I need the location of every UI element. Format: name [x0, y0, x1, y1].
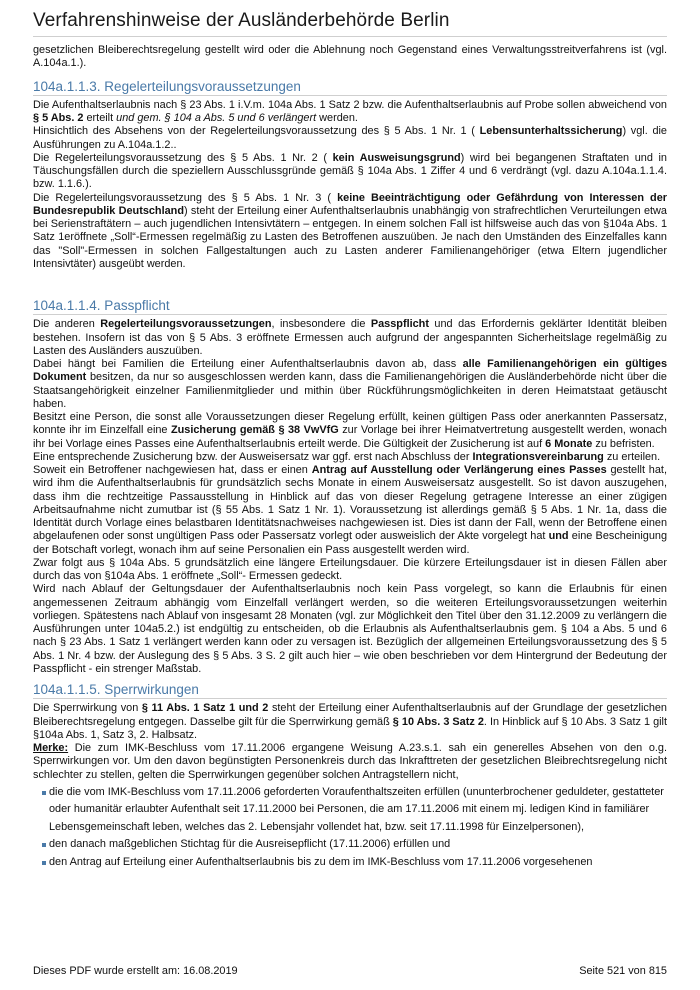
paragraph: Hinsichtlich des Absehens von der Regelerteilungsvoraussetzung des § 5 Abs. 1 Nr. 1 ( Lebensunterhaltssicherung) vgl. die Ausführungen zu A.104a.1.2..: [33, 125, 667, 151]
list-item: die die vom IMK-Beschluss vom 17.11.2006 geforderten Voraufenthaltszeiten erfüllen (ununterbrochener geduldeter, gestatteter oder humanitär erlaubter Aufenthalt seit 17.11.2000 bei Personen, die am 17.11.2006 mit einem mj. ledigen Kind in familiärer Lebensgemeinschaft leben, welches das 2. Lebensjahr vollendet hat, bzw. seit 17.11.1998 für Einzelpersonen),: [43, 784, 667, 837]
page-number: Seite 521 von 815: [579, 965, 667, 977]
creation-date: Dieses PDF wurde erstellt am: 16.08.2019: [33, 965, 238, 977]
paragraph: Die Regelerteilungsvoraussetzung des § 5 Abs. 1 Nr. 3 ( keine Beeinträchtigung oder Gefährdung von Interessen der Bundesrepublik Deutschland) steht der Erteilung einer Aufenthaltserlaubnis unabhängig von strafrechtlichen Verurteilungen etwa bei Serienstraftätern – auch jugendlichen Intensivtätern – entgegen. In einem solchen Fall ist hilfsweise auch das von §104a Abs. 1 Satz 1eröffnete „Soll“-Ermessen regelmäßig zu Lasten des Betroffenen auszuüben. Je nach den Umständen des Einzelfalles kann das "Soll"-Ermessen in solchen Fallgestaltungen auch zu Lasten anderer Familienangehöriger (etwa Eltern jugendlicher Intensivtäter) ausgeübt werden.: [33, 191, 667, 270]
paragraph: Die anderen Regelerteilungsvoraussetzungen, insbesondere die Passpflicht und das Erfordernis geklärter Identität bleiben bestehen. Insofern ist das von § 5 Abs. 3 eröffnete Ermessen auch aufgrund der angespannten Sicherheitslage regelmäßig zu Lasten des Ausländers auszuüben.: [33, 318, 667, 357]
section-heading-passpflicht: 104a.1.1.4. Passpflicht: [33, 299, 667, 315]
paragraph: Besitzt eine Person, die sonst alle Voraussetzungen dieser Regelung erfüllt, keinen gültigen Pass oder anerkannten Passersatz, konnte ihr im Einzelfall eine Zusicherung gemäß § 38 VwVfG zur Vorlage bei ihrer Heimatvertretung ausgestellt werden, wonach ihr bei Vorlage eines Passes eine Aufenthaltserlaubnis erteilt werde. Die Gültigkeit der Zusicherung ist auf 6 Monate zu befristen.: [33, 411, 667, 450]
list-item: den Antrag auf Erteilung einer Aufenthaltserlaubnis bis zu dem im IMK-Beschluss vom 17.11.2006 vorgesehenen: [43, 854, 667, 872]
paragraph: Eine entsprechende Zusicherung bzw. der Ausweisersatz war ggf. erst nach Abschluss der Integrationsvereinbarung zu erteilen.: [33, 450, 661, 463]
section-heading-regelerteilung: 104a.1.1.3. Regelerteilungsvoraussetzungen: [33, 80, 667, 96]
merke-label: Merke:: [33, 742, 69, 754]
paragraph: Dabei hängt bei Familien die Erteilung einer Aufenthaltserlaubnis davon ab, dass alle Familienangehörigen ein gültiges Dokument besitzen, da nur so ausgeschlossen werden kann, dass die Familienangehörigen die Ausländerbehörde nicht über die Staatsangehörigkeit einzelner Familienmitglieder und mithin über Rückführungsmöglichkeiten in deren Heimatstaat getäuscht haben.: [33, 358, 667, 410]
paragraph: Die Aufenthaltserlaubnis nach § 23 Abs. 1 i.V.m. 104a Abs. 1 Satz 2 bzw. die Aufenthaltserlaubnis auf Probe sollen abweichend von § 5 Abs. 2 erteilt und gem. § 104 a Abs. 5 und 6 verlängert werden.: [33, 98, 667, 124]
header-divider: [33, 36, 667, 37]
paragraph: Die Sperrwirkung von § 11 Abs. 1 Satz 1 und 2 steht der Erteilung einer Aufenthaltserlaubnis auf der Grundlage der gesetzlichen Bleiberechtsregelung entgegen. Dasselbe gilt für die Sperrwirkung gemäß § 10 Abs. 3 Satz 2. In Hinblick auf § 10 Abs. 3 Satz 1 gilt §104a Abs. 1, Satz 3, 2. Halbsatz.: [33, 702, 667, 741]
list-item: den danach maßgeblichen Stichtag für die Ausreisepflicht (17.11.2006) erfüllen und: [43, 836, 667, 854]
paragraph: Soweit ein Betroffener nachgewiesen hat, dass er einen Antrag auf Ausstellung oder Verlängerung eines Passes gestellt hat, wird ihm die Aufenthaltserlaubnis für grundsätzlich sechs Monate in einem Ausweisersatz ausgestellt. So ist davon auszugehen, dass ihm die rechtzeitige Passausstellung in Hinblick auf das von dieser Regelung getragene Interesse an einer zügigen Arbeitsaufnahme nicht zumutbar ist (§ 55 Abs. 1 Satz 1 Nr. 1). Voraussetzung ist allerdings gemäß § 5 Abs. 1 Nr. 1a, dass die Identität durch Vorlage eines belastbaren Identitätsnachweises nachgewiesen ist. Dies ist dann der Fall, wenn der Betroffene einen abgelaufenen oder sonst ungültigen Pass oder Passersatz vorlegt oder ausweislich der Akte vorgelegt hat und eine Bescheinigung der Botschaft vorlegt, wonach ihm auf seine Personalien ein Pass ausgestellt werden wird.: [33, 464, 668, 556]
paragraph: Die Regelerteilungsvoraussetzung des § 5 Abs. 1 Nr. 2 ( kein Ausweisungsgrund) wird bei begangenen Straftaten und in Täuschungsfällen durch die speziellern Ausschlussgründe gemäß § 104a Abs. 1 Ziffer 4 und 6 verdrängt (vgl. dazu A.104a.1.1.4. bzw. 1.1.6.).: [33, 151, 667, 191]
bullet-list: [33, 784, 667, 872]
paragraph: Wird nach Ablauf der Geltungsdauer der Aufenthaltserlaubnis noch kein Pass vorgelegt, so kann die Erlaubnis für einen angemessenen Zeitraum abhängig vom Einzelfall verlängert werden, so die weiteren Erteilungsvoraussetzungen weiterhin vorliegen. Spätestens nach Ablauf von insgesamt 28 Monaten (vgl. zur Möglichkeit den Titel über den 31.12.2009 zu verlängern die Ausführungen unter 104a5.2.) ist endgültig zu entscheiden, ob die Erlaubnis als Aufenthaltserlaubnis gem. § 104 a Abs. 5 und 6 nach § 23 Abs. 1 Satz 1 verlängert werden kann oder zu versagen ist. Bezüglich der allgemeinen Erteilungsvoraussetzung des § 5 Abs. 1 Nr. 4 bzw. der Auslegung des § 5 Abs. 3 S. 2 gilt auch hier – wie oben beschrieben vor dem Hintergrund der Bedeutung der Passpflicht - ein strenger Maßstab.: [33, 583, 667, 675]
section-heading-sperrwirkungen: 104a.1.1.5. Sperrwirkungen: [33, 683, 667, 699]
document-body: [33, 44, 667, 871]
intro-paragraph: gesetzlichen Bleiberechtsregelung gestellt wird oder die Ablehnung noch Gegenstand eines Verwaltungsstreitverfahrens ist (vgl. A.104a.1.).: [33, 44, 667, 70]
document-title: Verfahrenshinweise der Ausländerbehörde Berlin: [33, 10, 450, 31]
paragraph: Merke: Die zum IMK-Beschluss vom 17.11.2006 ergangene Weisung A.23.s.1. sah ein generelles Absehen von den o.g. Sperrwirkungen vor. Um den davon begünstigten Personenkreis durch das Inkrafttreten der gesetzlichen Bleibrechtsregelung nicht schlechter zu stellen, gelten die Sperrwirkungen gegenüber solchen Antragstellern nicht,: [33, 742, 667, 781]
paragraph: Zwar folgt aus § 104a Abs. 5 grundsätzlich eine längere Erteilungsdauer. Die kürzere Erteilungsdauer ist in diesen Fällen aber durch das von §104a Abs. 1 eröffnete „Soll“- Ermessen gedeckt.: [33, 556, 667, 582]
page-header: [33, 10, 667, 37]
